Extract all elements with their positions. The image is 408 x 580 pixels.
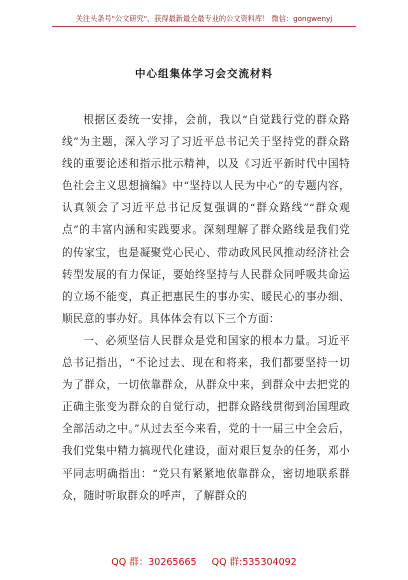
footer-qq-group-1: QQ 群：30265665 xyxy=(111,557,197,568)
header-divider xyxy=(52,26,356,27)
document-title: 中心组集体学习会交流材料 xyxy=(135,68,273,80)
footer-qq-group-2: QQ 群:535304092 xyxy=(211,557,297,568)
document-body xyxy=(62,109,350,507)
header-notice: 关注头条号"公文研究"，获得最新最全最专业的公文资料库！ 微信：gongwenyj xyxy=(75,14,333,23)
paragraph-point-one: 一、必须坚信人民群众是党和国家的根本力量。习近平总书记指出，“不论过去、现在和将来，我们都要坚持一切为了群众，一切依靠群众，从群众中来，到群众中去把党的正确主张变为群众的自觉行动，把群众路线贯彻到治国理政全部活动之中。”从过去至今来看，党的十一届三中全会后，我们党集中精力搞现代化建设，面对艰巨复杂的任务，邓小平同志明确指出：“党只有紧紧地依靠群众，密切地联系群众，随时听取群众的呼声，了解群众的 xyxy=(62,334,350,502)
paragraph-intro: 根据区委统一安排，会前，我以“自觉践行党的群众路线”为主题，深入学习了习近平总书记关于坚持党的群众路线的重要论述和指示批示精神，以及《习近平新时代中国特色社会主义思想摘编》中“坚持以人民为中心”的专题内容，认真领会了习近平总书记反复强调的“群众路线”“群众观点”的丰富内涵和实践要求。深刻理解了群众路线是我们党的传家宝，也是凝聚党心民心、带动政风民风推动经济社会转型发展的有力保证，要始终坚持与人民群众同呼吸共命运的立场不能变，真正把惠民生的事办实、暖民心的事办细、顺民意的事办好。具体体会有以下三个方面： xyxy=(62,114,350,325)
footer-contact xyxy=(0,554,408,568)
